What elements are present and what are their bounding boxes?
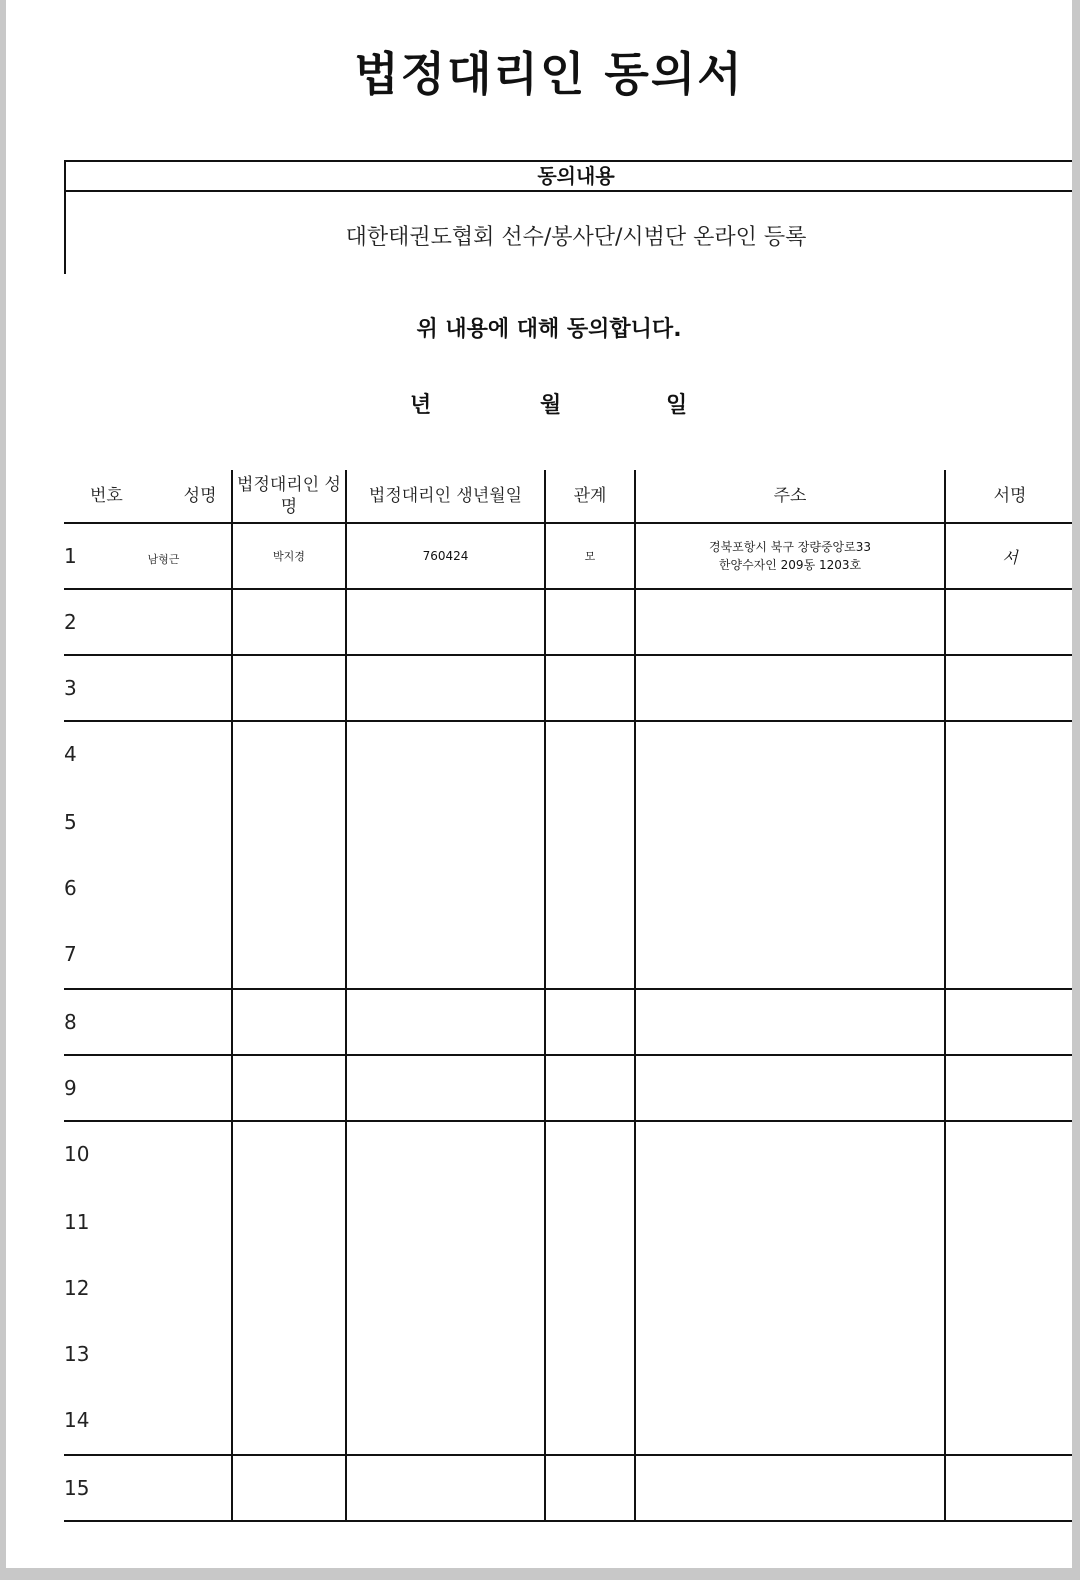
- row-name: 남형근: [147, 553, 180, 566]
- row-address: [635, 523, 945, 589]
- header-relation: 관계: [545, 470, 635, 523]
- row-signature: 서: [945, 523, 1072, 589]
- consent-header: 동의내용: [66, 162, 1072, 192]
- consent-text: 대한태권도협회 선수/봉사단/시범단 온라인 등록: [345, 225, 807, 250]
- table-row: [64, 523, 1072, 589]
- row-guardian-dob: 760424: [346, 523, 545, 589]
- header-number: 번호: [90, 486, 123, 506]
- row-number: 3: [64, 655, 232, 721]
- guardian-table: [64, 470, 1072, 1522]
- consent-box: [64, 160, 1072, 274]
- table-row: [64, 1055, 1072, 1121]
- row-number-name: [64, 523, 232, 589]
- agree-statement: 위 내용에 대해 동의합니다.: [416, 317, 682, 342]
- address-line1: 경북포항시 북구 장량중앙로33: [708, 540, 871, 554]
- row-number-group: [64, 721, 232, 989]
- row-number: 11: [64, 1210, 90, 1234]
- table-row: [64, 989, 1072, 1055]
- date-month-label: 월: [540, 393, 562, 418]
- row-number: 12: [64, 1276, 90, 1300]
- row-number: 15: [64, 1455, 232, 1521]
- header-address: 주소: [635, 470, 945, 523]
- row-number: 10: [64, 1142, 90, 1166]
- row-number: 4: [64, 742, 77, 766]
- table-header-row: [64, 470, 1072, 523]
- row-number: 1: [64, 544, 77, 568]
- row-number: 2: [64, 589, 232, 655]
- header-guardian-name: 법정대리인 성명: [232, 470, 346, 523]
- row-relation: 모: [545, 523, 635, 589]
- date-day-label: 일: [666, 393, 688, 418]
- row-number: 9: [64, 1055, 232, 1121]
- row-number: 5: [64, 810, 77, 834]
- document-page: [6, 0, 1072, 1568]
- header-name: 성명: [183, 486, 217, 506]
- page-title: 법정대리인 동의서: [354, 47, 744, 101]
- date-year-label: 년: [410, 393, 432, 418]
- header-number-name: [64, 470, 232, 523]
- row-number: 6: [64, 876, 77, 900]
- table-row: [64, 589, 1072, 655]
- table-row-group: [64, 721, 1072, 989]
- row-number: 14: [64, 1408, 90, 1432]
- row-number: 7: [64, 942, 77, 966]
- address-line2: 한양수자인 209동 1203호: [718, 558, 862, 572]
- table-row: [64, 655, 1072, 721]
- table-row: [64, 1455, 1072, 1521]
- row-number: 8: [64, 989, 232, 1055]
- row-guardian-name: 박지경: [232, 523, 346, 589]
- header-guardian-dob: 법정대리인 생년월일: [346, 470, 545, 523]
- row-number-group: [64, 1121, 232, 1455]
- table-row-group: [64, 1121, 1072, 1455]
- row-number: 13: [64, 1342, 90, 1366]
- header-signature: 서명: [945, 470, 1072, 523]
